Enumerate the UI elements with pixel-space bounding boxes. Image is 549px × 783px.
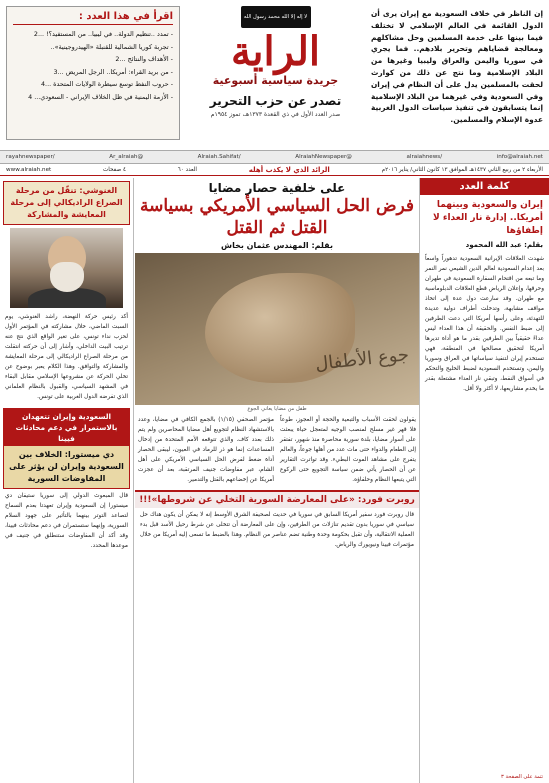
masthead (0, 0, 549, 150)
photo-wall-text: جوع الأطفال (314, 344, 410, 375)
website-link[interactable]: www.alraiah.net (6, 167, 52, 173)
photo-caption: طفل من مضايا يعاني الجوع (247, 406, 307, 412)
email-link[interactable]: info@alraiah.net (496, 154, 543, 160)
contents-item[interactable]: - الأهداف والنتائج ...2 (115, 55, 173, 64)
contact-strip (0, 150, 549, 164)
contents-item[interactable]: - حروب النفط توسع سيطرة الولايات المتحدة ...4 (40, 80, 173, 89)
editorial-headline[interactable]: إيران والسعودية وبينهما أمريكا.. إدارة نار العداء لا إطفاؤها (433, 200, 543, 236)
sub-headline[interactable]: روبرت فورد: «على المعارضة السورية التخلي عن شروطها»!!! (135, 490, 419, 508)
article-headline[interactable]: فرض الحل السياسي الأمريكي بسياسة القتل ثم القتل (139, 196, 415, 238)
intro-text: إن الناظر في خلاف السعودية مع إيران يرى أن الدول القائمة في العالم الإسلامي لا تختلف فيما بينها على خدمة المسلمين وحل مشاكلهم ومعالجة قضاياهم وتحرير بلادهم.. فما يجري في سوريا واليمن والعراق وليبيا وغيرها من البلاد الإسلامية وما نتج عن ذلك من كوارث لحقت بالمسلمين يدل على أن النظام في إيران وفي السعودية وفي غيرهما من البلاد الإسلامية إنما يتسابقون في تنفيذ سياسات الدول الغربية عدوة الإسلام والمسلمين. (371, 9, 543, 125)
ghannouchi-headline[interactable]: الغنوشي: تنقّل من مرحلة الصراع الراديكالي إلى مرحلة المعايشة والمشاركة (3, 181, 130, 225)
social-link[interactable]: /alraiahnews (406, 154, 443, 160)
social-link[interactable]: /Alraiah.Sahifat (197, 154, 241, 160)
contents-box (6, 6, 180, 140)
contents-list (13, 28, 173, 104)
flag-text: لا إله إلا الله محمد رسول الله (243, 14, 308, 20)
issue-date: الأربعاء ٢ من ربيع الثاني ١٤٣٧هـ الموافق ١٣ كانون الثاني/ يناير ٢٠١٦م (381, 167, 543, 173)
ghannouchi-body: أكد رئيس حركة النهضة، راشد الغنوشي، يوم السبت الماضي، خلال مشاركته في المؤتمر الأول لحزب نداء تونس، على تغير الواقع الذي نتج عنه ترتيب البيت الداخلي، وأشار إلى أن حركته انتقلت من مرحلة الصراع الراديكالي إلى مرحلة المعايشة والمشاركة والتوافق. وهذا الكلام يعبر بوضوح عن تخلي الحركة عن مشروعها الإسلامي مقابل البقاء في المشهد السياسي، والقبول بالنظام العلماني الذي تفرضه الدول الغربية على تونس. (5, 314, 128, 400)
vienna-box (3, 408, 130, 489)
ghannouchi-portrait (10, 228, 123, 308)
social-link[interactable]: @Ar_alraiah (109, 154, 144, 160)
editorial-tab: كلمة العدد (420, 178, 549, 195)
publisher: تصدر عن حزب التحرير (209, 94, 342, 108)
intro-box (371, 6, 543, 140)
vienna-subtitle[interactable]: دي ميستورا: الخلاف بين السعودية وإيران لن يؤثر على المفاوضات السورية (4, 446, 129, 488)
logo-block (187, 6, 364, 140)
article-body-columns (135, 413, 419, 487)
slogan: الرائد الذي لا يكذب أهله (248, 166, 330, 174)
issue-strip (0, 165, 549, 176)
article-byline: بقلم: المهندس عثمان بخاش (221, 241, 333, 250)
article-body-a: يقولون لحقت الأسباب والتبعية والحجة أو العجوز، طوعاً فلا قهر غير مسلح لمنصب الوجيه لمتعجل حياة يبعثت على أسوار مضايا، بلدة سورية محاصرة منذ شهور، تفتقر إلى الطعام والدواء حتى مات عدد من أهلها جوعاً، والعالم يتفرج على مشاهد الموت البطيء. وقد تواترت التقارير عن أن الحصار يأتي ضمن سياسة التجويع حتى الركوع التي يتبعها النظام وحلفاؤه. (280, 417, 416, 483)
contents-item[interactable]: - تمدد ..تنظيم الدولة.. في ليبيا.. من المستفيد؟! ...2 (33, 30, 173, 38)
editorial-body: شهدت العلاقات الإيرانية السعودية تدهوراً واسعاً بعد إعدام السعودية لعالم الدين الشيعي نمر النمر وما تبعه من اقتحام السفارة السعودية في طهران وحرقها، وإعلان الرياض قطع العلاقات الدبلوماسية مع طهران. وقد سارعت دول عدة إلى اتخاذ مواقف مشابهة، وتدخلت أطراف دولية عديدة للتهدئة، وعلى رأسها أمريكا التي دعت الطرفين إلى ضبط النفس. والحقيقة أن هذا العداء ليس عداءً حقيقياً بين الطرفين بقدر ما هو أداة تديرها أمريكا لتحقيق مصالحها في المنطقة، فهي تستخدم إيران لتنفيذ سياساتها في العراق وسوريا واليمن، وتستخدم السعودية لضبط الخليج والتحكم في أسواق النفط، وتبقي نار العداء مشتعلة بقدر ما يخدم مشاريعها، لا أكثر ولا أقل. (425, 256, 544, 392)
logo-subtitle: جريدة سياسية أسبوعية (212, 74, 339, 87)
issue-number: العدد ٦٠ (177, 167, 197, 173)
flag-banner (241, 6, 311, 28)
social-link[interactable]: @AlraiahNewspaper (295, 154, 352, 160)
page-count: ٤ صفحات (103, 167, 126, 173)
editorial-byline: بقلم: عبد الله المحمود (465, 241, 543, 249)
founded-note: صدر العدد الأول في ذي القعدة ١٣٧٣هـ، تموز ١٩٥٤م (210, 111, 341, 118)
contents-item[interactable]: - تجربة كوريا الشمالية للقنبلة «الهيدروجينية».. (50, 42, 173, 51)
contents-heading: اقرأ في هذا العدد : (13, 11, 173, 25)
contents-item[interactable]: - الأزمة اليمنية في ظل الخلاف الإيراني - السعودي... 4 (28, 92, 173, 101)
side-column (0, 178, 134, 783)
newspaper-logo[interactable]: الراية (230, 28, 321, 75)
vienna-body: قال المبعوث الدولي إلى سوريا ستيفان دي ميستورا إن السعودية وإيران تعهدتا بعدم السماح لتصاعد التوتر بينهما بالتأثير على جهود السلام السورية، وإنهما ستستمران في دعم محادثات فيينا، وقد أكد أن المفاوضات ستنطلق في جنيف في موعدها المحدد. (5, 493, 128, 549)
vienna-title[interactable]: السعودية وإيران تتعهدان بالاستمرار في دعم محادثات فيينا (4, 409, 129, 446)
portrait-beard (50, 262, 84, 292)
article-kicker: على خلفية حصار مضايا (208, 181, 346, 195)
continued-note[interactable]: تتمة على الصفحة ٣ (501, 774, 543, 780)
article-photo (135, 253, 419, 405)
main-article (135, 178, 419, 783)
article-body-c: قال روبرت فورد سفير أمريكا السابق في سوريا في حديث لصحيفة الشرق الأوسط إنه لا يمكن أن يكون هناك حل سياسي في سوريا بدون تقديم تنازلات من الطرفين، وإن على المعارضة أن تتخلى عن شرط رحيل الأسد قبل بدء العملية الانتقالية، وأن تقبل بحكومة وحدة وطنية تضم عناصر من النظام. وهذا بالضبط ما تسعى إليه أمريكا من خلال مؤتمرات فيينا ونيويورك والرياض. (140, 512, 414, 548)
editorial-column (419, 178, 549, 783)
article-body-b: مؤتمر الصحفي (١/١٥) بالجمع الكافي في مضايا، وعدد بالاستشهاد النظام لتجويع أهل مضايا المحاصرين ولم يتم ذلك بعدد كاف. والذي تتوقعه الأمم المتحدة من إدخال المساعدات إنما هو ذر للرماد في العيون، ليبقى الحصار أداة ضغط لفرض الحل السياسي الأمريكي على أهل الشام، عبر مفاوضات جنيف المرتقبة، بعد أن عجزت أمريكا عن إخضاعهم بالقتل والتدمير. (138, 417, 274, 483)
contents-item[interactable]: - من بريد القراء: أمريكا.. الرجل المريض ...3 (53, 67, 173, 76)
social-link[interactable]: /rayahnewspaper (6, 154, 55, 160)
